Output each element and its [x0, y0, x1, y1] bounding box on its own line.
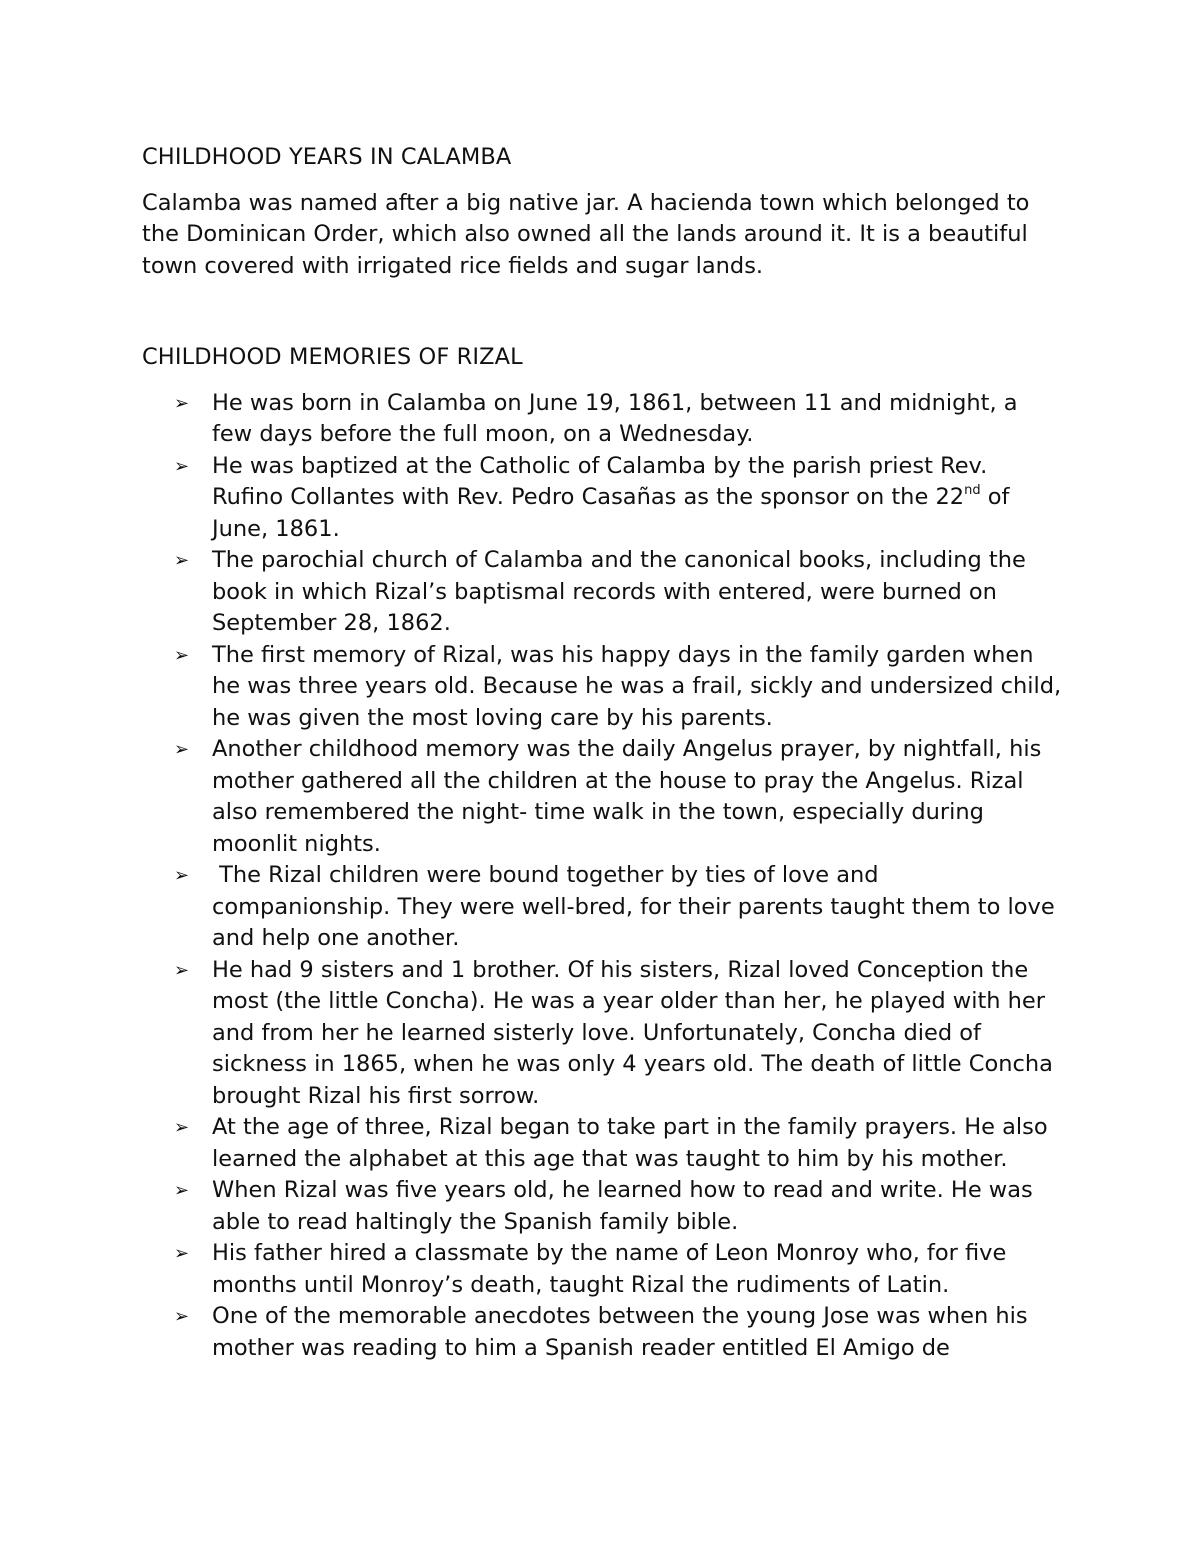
- arrowhead-bullet-icon: ➢: [174, 865, 190, 886]
- list-item: [142, 640, 1062, 735]
- list-item-text: One of the memorable anecdotes between the young Jose was when his mother was reading to him a Spanish reader entitled El Amigo de: [212, 1303, 1028, 1361]
- ordinal-superscript: nd: [964, 482, 981, 498]
- section-heading-calamba: CHILDHOOD YEARS IN CALAMBA: [142, 144, 512, 170]
- list-item: [142, 734, 1062, 860]
- list-item-text-continued: of June, 1861.: [212, 484, 1010, 542]
- intro-paragraph: Calamba was named after a big native jar. A hacienda town which belonged to the Dominican Order, which also owned all the lands around it. It is a beautiful town covered with irrigated rice fields and sugar lands.: [142, 189, 1030, 279]
- list-item: [142, 1175, 1062, 1238]
- list-item: [142, 451, 1062, 546]
- memories-list: [142, 388, 1062, 1365]
- list-item-text: The Rizal children were bound together by ties of love and companionship. They were well-bred, for their parents taught them to love and help one another.: [212, 862, 1062, 951]
- list-item-text: Another childhood memory was the daily Angelus prayer, by nightfall, his mother gathered all the children at the house to pray the Angelus. Rizal also remembered the night- time walk in the town, especially during moonlit nights.: [212, 736, 1042, 857]
- arrowhead-bullet-icon: ➢: [174, 392, 190, 414]
- list-item: [142, 1112, 1062, 1175]
- arrowhead-bullet-icon: ➢: [174, 959, 190, 981]
- document-body: [142, 142, 1062, 1364]
- list-item-text: When Rizal was five years old, he learned how to read and write. He was able to read haltingly the Spanish family bible.: [212, 1177, 1033, 1235]
- list-item: [142, 860, 1062, 955]
- arrowhead-bullet-icon: ➢: [174, 1180, 190, 1201]
- list-item: [142, 388, 1062, 451]
- list-item: [142, 1238, 1062, 1301]
- list-item-text: He had 9 sisters and 1 brother. Of his sisters, Rizal loved Conception the most (the little Concha). He was a year older than her, he played with her and from her he learned sisterly love. Unfortunately, Concha died of sickness in 1865, when he was only 4 years old. The death of little Concha brought Rizal his first sorrow.: [212, 956, 1053, 1109]
- list-item-text: His father hired a classmate by the name of Leon Monroy who, for five months until Monroy’s death, taught Rizal the rudiments of Latin.: [212, 1240, 1007, 1298]
- arrowhead-bullet-icon: ➢: [174, 550, 190, 571]
- arrowhead-bullet-icon: ➢: [174, 644, 190, 666]
- list-item: [142, 545, 1062, 640]
- list-item-text: He was born in Calamba on June 19, 1861, between 11 and midnight, a few days before the full moon, on a Wednesday.: [212, 389, 1018, 447]
- arrowhead-bullet-icon: ➢: [174, 739, 190, 760]
- list-item: [142, 955, 1062, 1113]
- section-heading-memories: CHILDHOOD MEMORIES OF RIZAL: [142, 344, 523, 370]
- arrowhead-bullet-icon: ➢: [174, 1117, 190, 1138]
- list-item-text: The first memory of Rizal, was his happy days in the family garden when he was three years old. Because he was a frail, sickly and undersized child, he was given the most loving care by his parents.: [212, 641, 1062, 731]
- list-item: [142, 1301, 1062, 1364]
- arrowhead-bullet-icon: ➢: [174, 1306, 190, 1327]
- list-item-text: He was baptized at the Catholic of Calamba by the parish priest Rev. Rufino Collantes with Rev. Pedro Casañas as the sponsor on the 22: [212, 452, 988, 510]
- arrowhead-bullet-icon: ➢: [174, 455, 190, 477]
- list-item-text: The parochial church of Calamba and the canonical books, including the book in which Rizal’s baptismal records with entered, were burned on September 28, 1862.: [212, 547, 1026, 636]
- arrowhead-bullet-icon: ➢: [174, 1243, 190, 1264]
- list-item-text: At the age of three, Rizal began to take part in the family prayers. He also learned the alphabet at this age that was taught to him by his mother.: [212, 1114, 1048, 1172]
